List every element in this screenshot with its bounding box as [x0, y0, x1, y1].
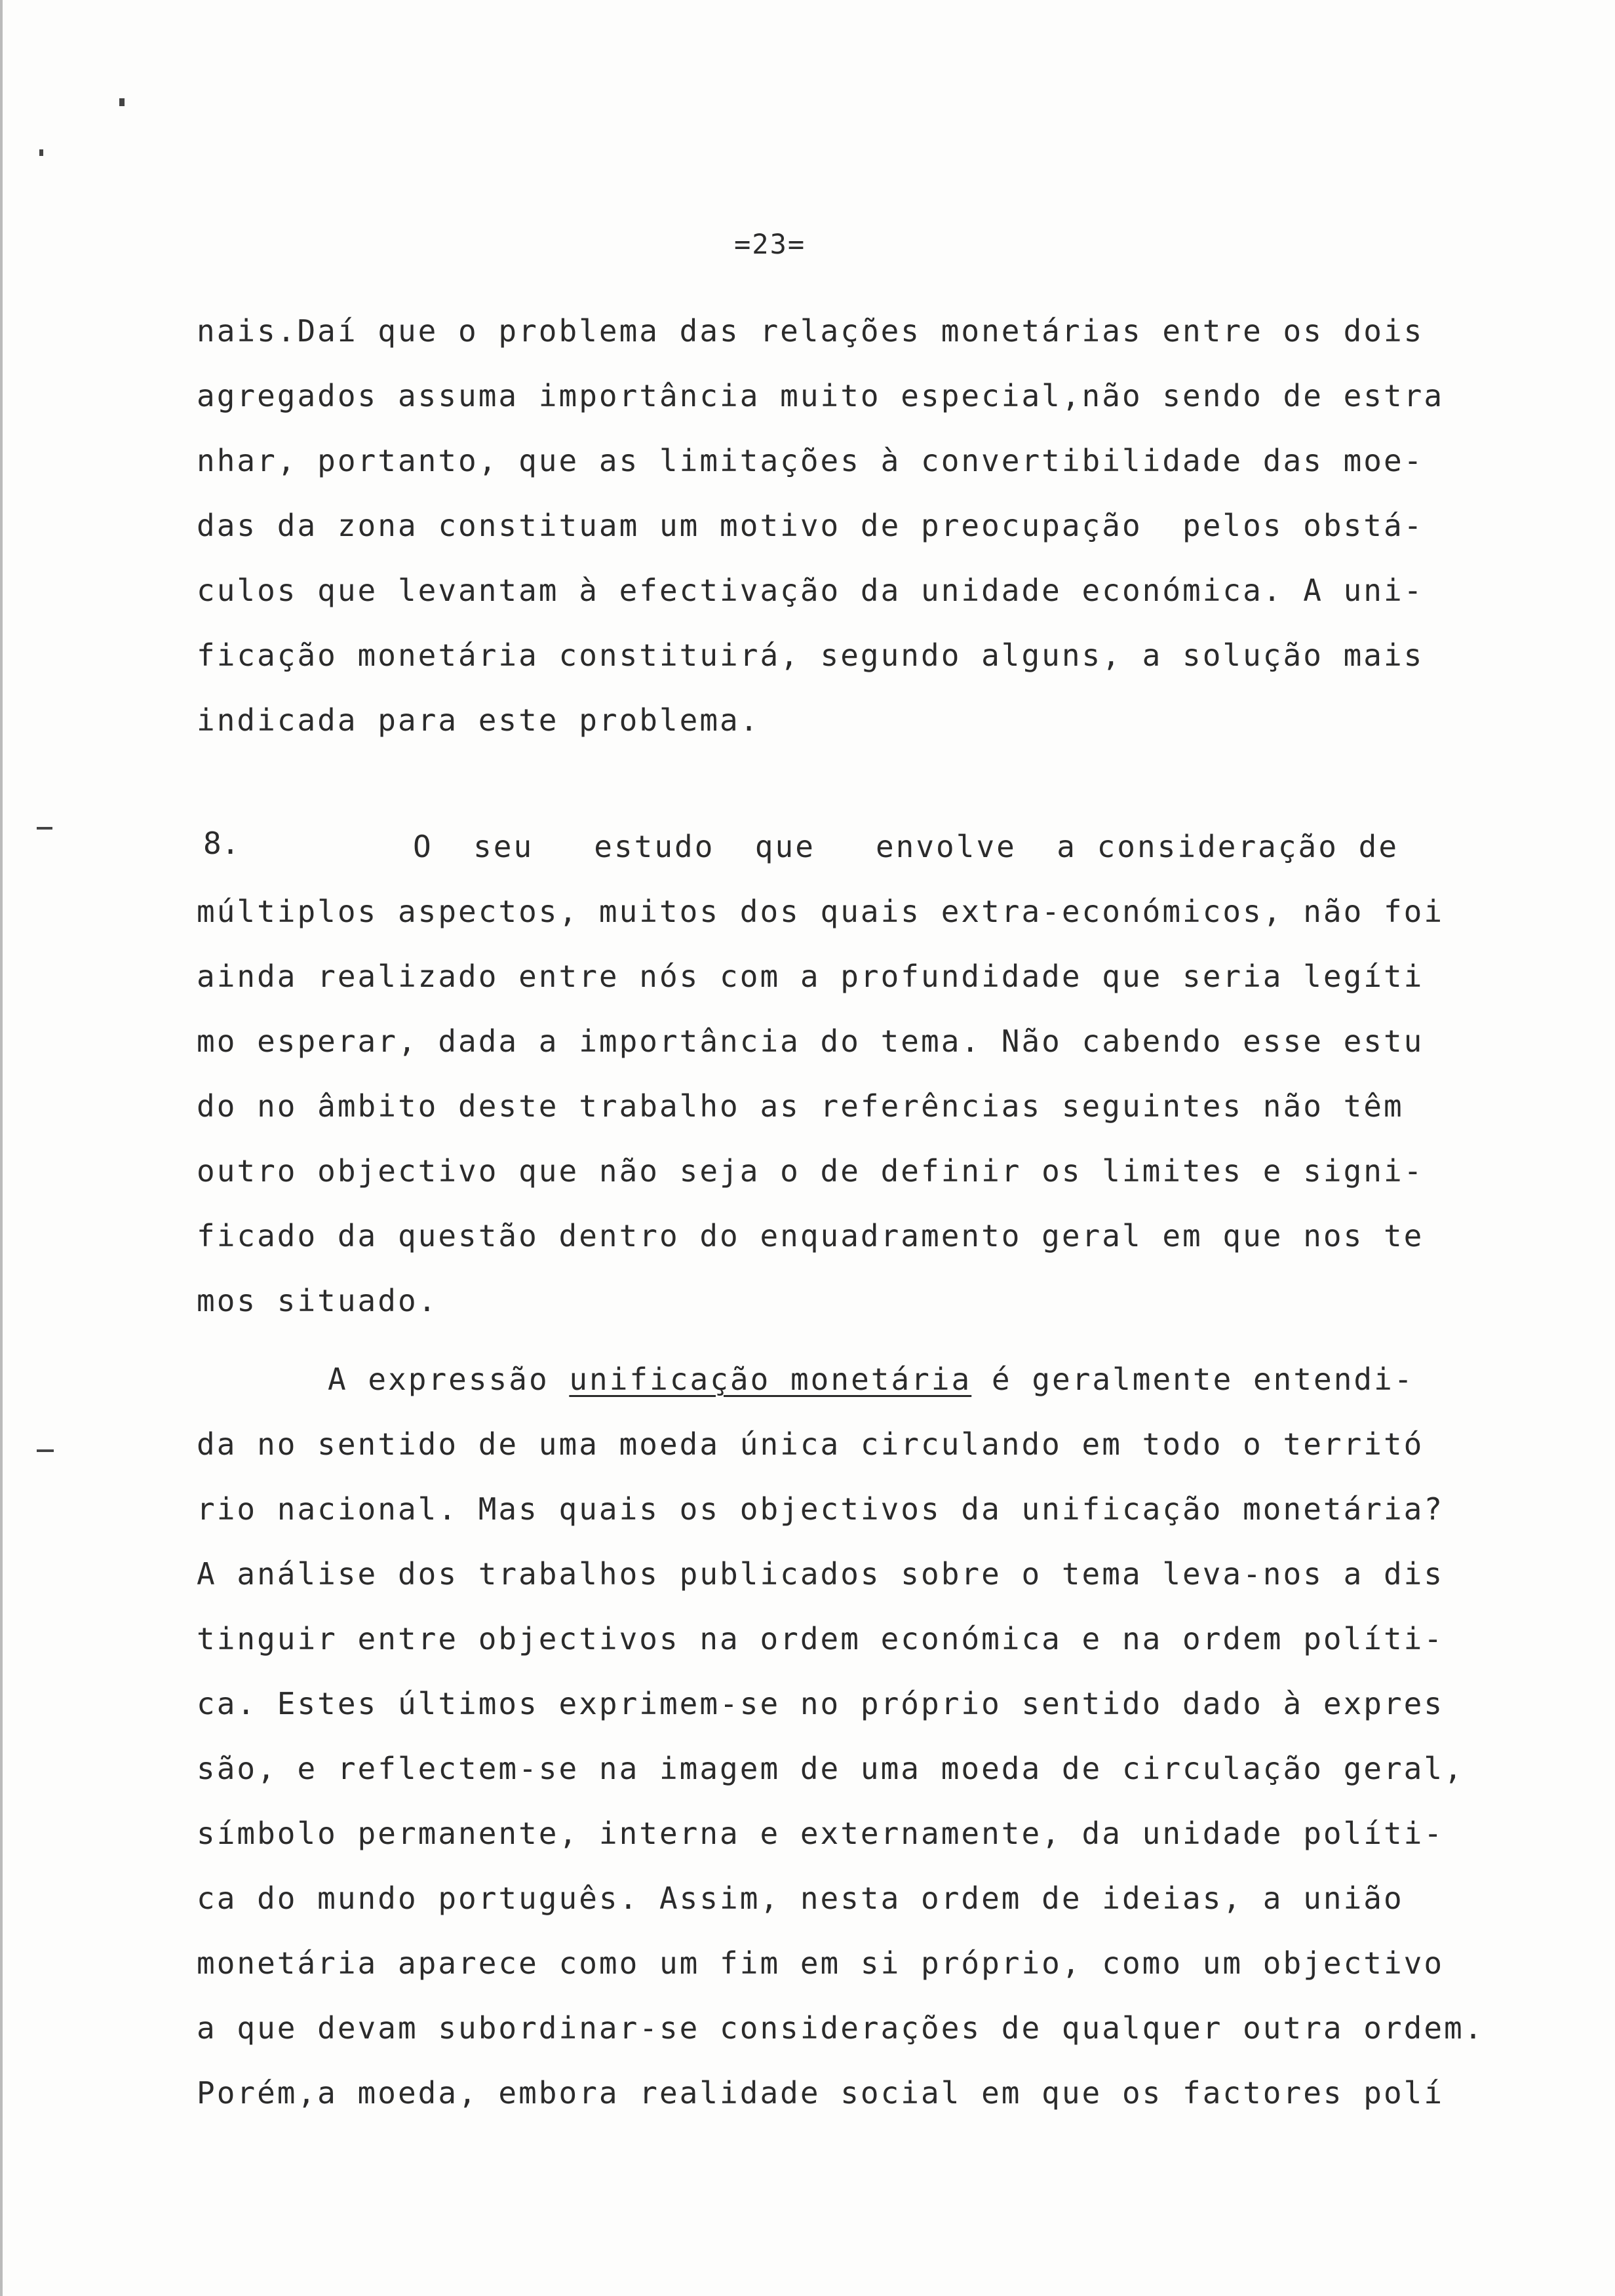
text-line: indicada para este problema. — [197, 702, 760, 738]
text-line: são, e reflectem-se na imagem de uma moeda de circulação geral, — [197, 1751, 1464, 1786]
text-line: O seu estudo que envolve a consideração de — [413, 829, 1399, 864]
text-line: ca. Estes últimos exprimem-se no próprio sentido dado à expres — [197, 1686, 1445, 1721]
text-line: A expressão unificação monetária é geralmente entendi- — [328, 1362, 1414, 1397]
text-line: ficação monetária constituirá, segundo alguns, a solução mais — [197, 638, 1424, 673]
paragraph-number: 8. — [203, 826, 240, 861]
text-line: mos situado. — [197, 1283, 438, 1318]
text-line: agregados assuma importância muito especial,não sendo de estra — [197, 378, 1445, 413]
page-number: =23= — [734, 228, 806, 260]
text-line: da no sentido de uma moeda única circulando em todo o territó — [197, 1426, 1424, 1462]
underlined-term: unificação monetária — [569, 1362, 972, 1397]
scan-speck — [39, 149, 43, 156]
text-line: ficado da questão dentro do enquadramento geral em que nos te — [197, 1218, 1424, 1253]
text-line: outro objectivo que não seja o de definir os limites e signi- — [197, 1153, 1424, 1189]
text-line: do no âmbito deste trabalho as referências seguintes não têm — [197, 1088, 1404, 1124]
text-line: monetária aparece como um fim em si próprio, como um objectivo — [197, 1945, 1445, 1981]
scan-edge — [0, 0, 3, 2296]
scan-speck — [119, 98, 125, 106]
text-line: múltiplos aspectos, muitos dos quais extra-económicos, não foi — [197, 894, 1445, 929]
text-line: símbolo permanente, interna e externamente, da unidade políti- — [197, 1816, 1445, 1851]
text-line: ca do mundo português. Assim, nesta ordem de ideias, a união — [197, 1881, 1404, 1916]
text-line: a que devam subordinar-se considerações de qualquer outra ordem. — [197, 2010, 1485, 2046]
text-line: culos que levantam à efectivação da unidade económica. A uni- — [197, 573, 1424, 608]
margin-mark — [37, 1449, 54, 1452]
text-line: tinguir entre objectivos na ordem económica e na ordem políti- — [197, 1621, 1445, 1656]
text-line: rio nacional. Mas quais os objectivos da unificação monetária? — [197, 1491, 1445, 1527]
text-line: nhar, portanto, que as limitações à convertibilidade das moe- — [197, 443, 1424, 478]
text-line: nais.Daí que o problema das relações monetárias entre os dois — [197, 313, 1424, 349]
text-line: A análise dos trabalhos publicados sobre o tema leva-nos a dis — [197, 1556, 1445, 1592]
text-line: das da zona constituam um motivo de preocupação pelos obstá- — [197, 508, 1424, 543]
text-line: ainda realizado entre nós com a profundidade que seria legíti — [197, 959, 1424, 994]
margin-mark — [37, 827, 52, 830]
text-line: Porém,a moeda, embora realidade social em que os factores polí — [197, 2075, 1445, 2111]
text-line: mo esperar, dada a importância do tema. Não cabendo esse estu — [197, 1024, 1424, 1059]
